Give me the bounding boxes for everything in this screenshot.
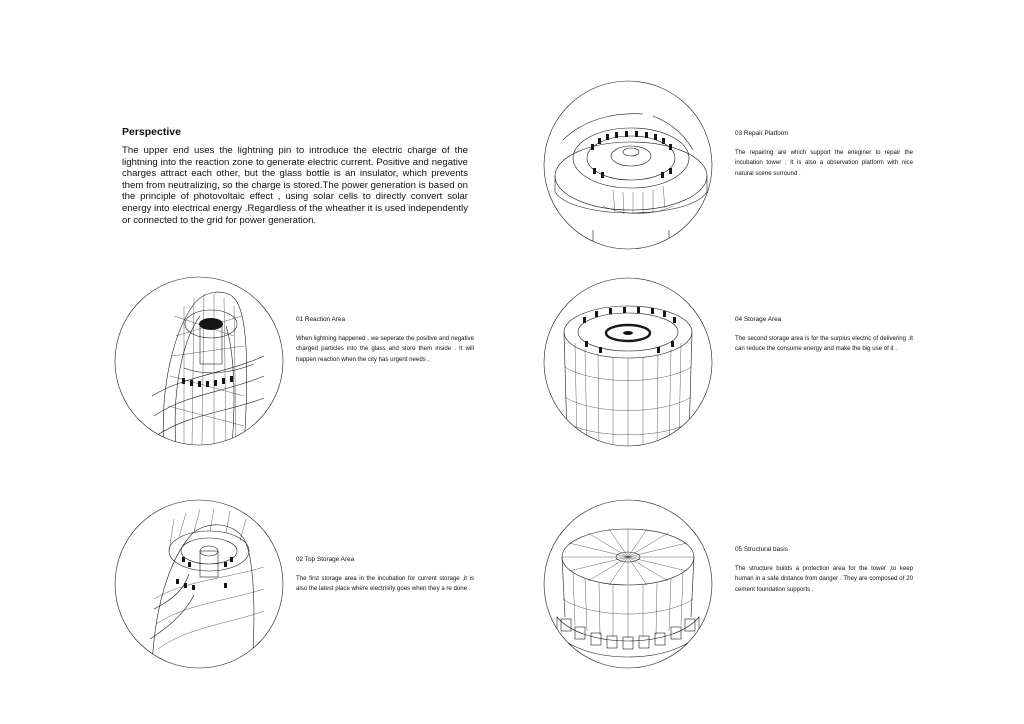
caption-structural-basis	[735, 546, 913, 595]
caption-reaction-area	[296, 316, 474, 365]
caption-title: 04 Storage Area	[735, 316, 782, 323]
caption-title: 03 Repair Platform	[735, 130, 789, 137]
top-storage-drawing	[114, 499, 284, 669]
intro-block	[122, 126, 468, 226]
intro-text: The upper end uses the lightning pin to introduce the electric charge of the lightning into the reaction zone to generate electric current. Positive and negative charges attract each other, but the glass bottle is an insulator, which prevents them from neutralizing, so the charge is stored.The power generation is based on the principle of photovoltaic effect , using solar cells to directly convert solar energy into electrical energy .Regardless of the wheather it is used independently or connected to the grid for power generation.	[122, 145, 468, 226]
caption-title: 01 Reaction Area	[296, 316, 346, 323]
storage-area-drawing	[543, 277, 713, 447]
caption-text: The second storage area is for the surplus electric of delivering .It can reduce the consume energy and make the big use of it .	[735, 335, 913, 353]
reaction-area-drawing	[114, 276, 284, 446]
caption-title: 02 Top Storage Area	[296, 556, 355, 563]
caption-repair-platform	[735, 130, 913, 179]
caption-text: The structure builds a protection area for the tower ,to keep human in a safe distance from danger . They are composed of 20 cement foundation supports .	[735, 565, 913, 593]
structural-basis-drawing	[543, 499, 713, 669]
caption-text: The repairing are which support the eneginer to repair the incubation tower . It is also a observation platform with nice natural scene surround .	[735, 149, 913, 177]
caption-storage-area	[735, 316, 913, 355]
caption-text: When lightning happened , we seperate the positive and negative charged particles into the glass and store them inside . It will happen reaction when the city has urgent needs .	[296, 335, 474, 363]
caption-title: 05 Structural basis	[735, 546, 788, 553]
caption-top-storage-area	[296, 556, 474, 595]
repair-platform-drawing	[543, 80, 713, 250]
page-title: Perspective	[122, 126, 181, 138]
caption-text: The first storage area in the incubation for current storage ,it is also the latest place where electrisity goes when they a re done .	[296, 575, 474, 593]
